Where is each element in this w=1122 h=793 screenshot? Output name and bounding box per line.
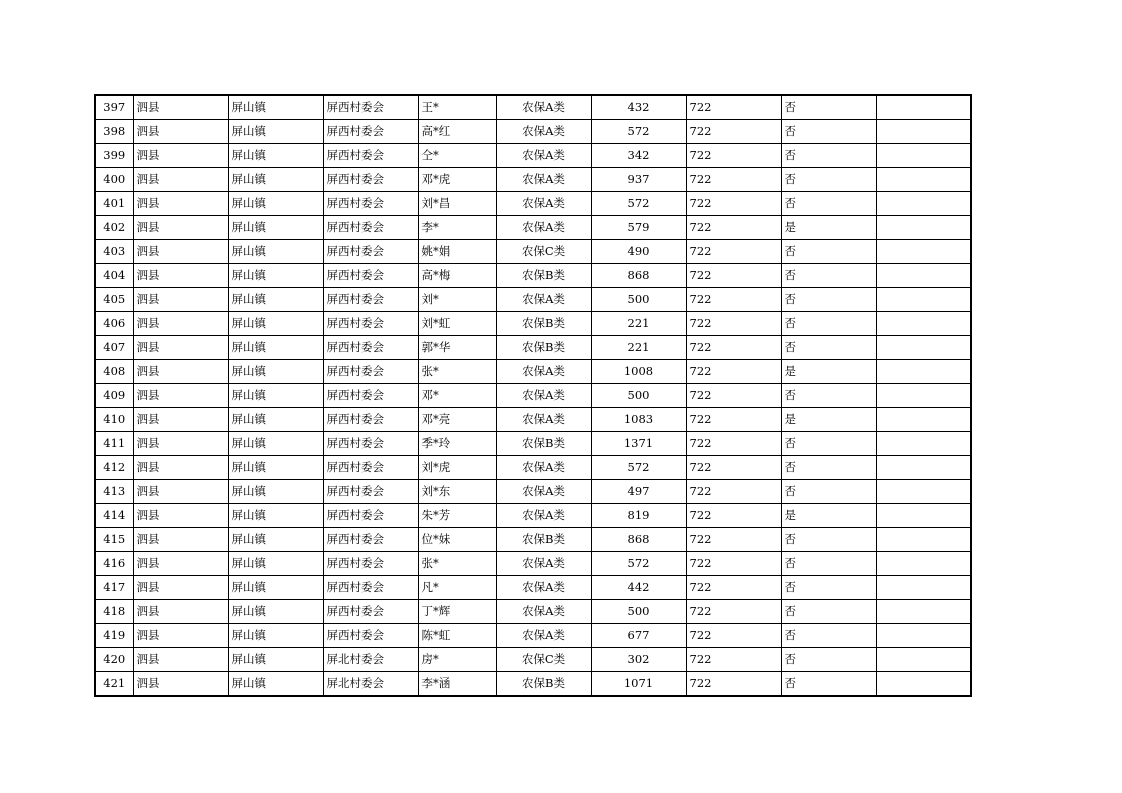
flag-cell: 否: [781, 456, 876, 480]
category-cell: 农保A类: [496, 192, 591, 216]
note-cell: [876, 408, 971, 432]
name-cell: 陈*虹: [418, 624, 496, 648]
note-cell: [876, 528, 971, 552]
category-cell: 农保A类: [496, 168, 591, 192]
category-cell: 农保A类: [496, 576, 591, 600]
flag-cell: 否: [781, 672, 876, 697]
village-cell: 屏西村委会: [323, 552, 418, 576]
table-row: [95, 144, 971, 168]
village-cell: 屏西村委会: [323, 408, 418, 432]
name-cell: 刘*虹: [418, 312, 496, 336]
amount-cell: 302: [591, 648, 686, 672]
village-cell: 屏西村委会: [323, 144, 418, 168]
standard-cell: 722: [686, 456, 781, 480]
county-cell: 泗县: [133, 288, 228, 312]
note-cell: [876, 384, 971, 408]
name-cell: 李*涵: [418, 672, 496, 697]
flag-cell: 否: [781, 288, 876, 312]
note-cell: [876, 552, 971, 576]
amount-cell: 500: [591, 384, 686, 408]
amount-cell: 572: [591, 120, 686, 144]
name-cell: 刘*虎: [418, 456, 496, 480]
row-number-cell: 402: [95, 216, 133, 240]
flag-cell: 是: [781, 216, 876, 240]
flag-cell: 是: [781, 360, 876, 384]
row-number-cell: 406: [95, 312, 133, 336]
name-cell: 张*: [418, 552, 496, 576]
name-cell: 姚*娟: [418, 240, 496, 264]
county-cell: 泗县: [133, 504, 228, 528]
table-row: [95, 576, 971, 600]
standard-cell: 722: [686, 648, 781, 672]
amount-cell: 1083: [591, 408, 686, 432]
row-number-cell: 411: [95, 432, 133, 456]
row-number-cell: 421: [95, 672, 133, 697]
standard-cell: 722: [686, 216, 781, 240]
amount-cell: 1071: [591, 672, 686, 697]
village-cell: 屏西村委会: [323, 192, 418, 216]
note-cell: [876, 432, 971, 456]
note-cell: [876, 144, 971, 168]
row-number-cell: 409: [95, 384, 133, 408]
table-row: [95, 360, 971, 384]
town-cell: 屏山镇: [228, 120, 323, 144]
row-number-cell: 398: [95, 120, 133, 144]
village-cell: 屏西村委会: [323, 288, 418, 312]
table-row: [95, 648, 971, 672]
note-cell: [876, 480, 971, 504]
flag-cell: 否: [781, 528, 876, 552]
table-row: [95, 95, 971, 120]
standard-cell: 722: [686, 336, 781, 360]
category-cell: 农保B类: [496, 312, 591, 336]
row-number-cell: 418: [95, 600, 133, 624]
note-cell: [876, 168, 971, 192]
village-cell: 屏西村委会: [323, 312, 418, 336]
amount-cell: 442: [591, 576, 686, 600]
row-number-cell: 400: [95, 168, 133, 192]
town-cell: 屏山镇: [228, 240, 323, 264]
table-row: [95, 504, 971, 528]
town-cell: 屏山镇: [228, 144, 323, 168]
flag-cell: 否: [781, 432, 876, 456]
town-cell: 屏山镇: [228, 408, 323, 432]
row-number-cell: 401: [95, 192, 133, 216]
note-cell: [876, 456, 971, 480]
standard-cell: 722: [686, 672, 781, 697]
category-cell: 农保B类: [496, 264, 591, 288]
county-cell: 泗县: [133, 120, 228, 144]
county-cell: 泗县: [133, 576, 228, 600]
amount-cell: 677: [591, 624, 686, 648]
category-cell: 农保B类: [496, 528, 591, 552]
standard-cell: 722: [686, 384, 781, 408]
town-cell: 屏山镇: [228, 336, 323, 360]
town-cell: 屏山镇: [228, 600, 323, 624]
name-cell: 邓*: [418, 384, 496, 408]
town-cell: 屏山镇: [228, 168, 323, 192]
table-row: [95, 672, 971, 697]
amount-cell: 497: [591, 480, 686, 504]
row-number-cell: 412: [95, 456, 133, 480]
amount-cell: 221: [591, 312, 686, 336]
flag-cell: 否: [781, 552, 876, 576]
table-row: [95, 240, 971, 264]
county-cell: 泗县: [133, 600, 228, 624]
note-cell: [876, 264, 971, 288]
row-number-cell: 420: [95, 648, 133, 672]
name-cell: 刘*: [418, 288, 496, 312]
table-row: [95, 120, 971, 144]
row-number-cell: 397: [95, 95, 133, 120]
flag-cell: 否: [781, 336, 876, 360]
standard-cell: 722: [686, 600, 781, 624]
amount-cell: 221: [591, 336, 686, 360]
village-cell: 屏西村委会: [323, 216, 418, 240]
county-cell: 泗县: [133, 192, 228, 216]
row-number-cell: 399: [95, 144, 133, 168]
village-cell: 屏北村委会: [323, 648, 418, 672]
village-cell: 屏西村委会: [323, 432, 418, 456]
name-cell: 仝*: [418, 144, 496, 168]
standard-cell: 722: [686, 432, 781, 456]
village-cell: 屏西村委会: [323, 456, 418, 480]
amount-cell: 819: [591, 504, 686, 528]
flag-cell: 否: [781, 576, 876, 600]
village-cell: 屏西村委会: [323, 168, 418, 192]
standard-cell: 722: [686, 144, 781, 168]
flag-cell: 否: [781, 480, 876, 504]
flag-cell: 否: [781, 312, 876, 336]
amount-cell: 572: [591, 192, 686, 216]
name-cell: 邓*亮: [418, 408, 496, 432]
table-row: [95, 600, 971, 624]
table-row: [95, 384, 971, 408]
row-number-cell: 419: [95, 624, 133, 648]
village-cell: 屏西村委会: [323, 336, 418, 360]
amount-cell: 490: [591, 240, 686, 264]
table-row: [95, 288, 971, 312]
flag-cell: 否: [781, 95, 876, 120]
category-cell: 农保B类: [496, 432, 591, 456]
amount-cell: 1008: [591, 360, 686, 384]
village-cell: 屏西村委会: [323, 264, 418, 288]
standard-cell: 722: [686, 528, 781, 552]
name-cell: 高*红: [418, 120, 496, 144]
village-cell: 屏西村委会: [323, 360, 418, 384]
row-number-cell: 403: [95, 240, 133, 264]
county-cell: 泗县: [133, 408, 228, 432]
note-cell: [876, 648, 971, 672]
town-cell: 屏山镇: [228, 648, 323, 672]
county-cell: 泗县: [133, 456, 228, 480]
category-cell: 农保A类: [496, 384, 591, 408]
county-cell: 泗县: [133, 168, 228, 192]
town-cell: 屏山镇: [228, 672, 323, 697]
name-cell: 郭*华: [418, 336, 496, 360]
county-cell: 泗县: [133, 384, 228, 408]
county-cell: 泗县: [133, 312, 228, 336]
amount-cell: 572: [591, 552, 686, 576]
category-cell: 农保A类: [496, 552, 591, 576]
category-cell: 农保A类: [496, 408, 591, 432]
flag-cell: 是: [781, 504, 876, 528]
county-cell: 泗县: [133, 528, 228, 552]
county-cell: 泗县: [133, 624, 228, 648]
table-row: [95, 528, 971, 552]
note-cell: [876, 624, 971, 648]
table-row: [95, 552, 971, 576]
standard-cell: 722: [686, 360, 781, 384]
note-cell: [876, 576, 971, 600]
flag-cell: 否: [781, 264, 876, 288]
data-table: [94, 94, 972, 697]
standard-cell: 722: [686, 312, 781, 336]
standard-cell: 722: [686, 120, 781, 144]
row-number-cell: 408: [95, 360, 133, 384]
flag-cell: 否: [781, 384, 876, 408]
county-cell: 泗县: [133, 360, 228, 384]
county-cell: 泗县: [133, 648, 228, 672]
table-row: [95, 408, 971, 432]
standard-cell: 722: [686, 168, 781, 192]
village-cell: 屏西村委会: [323, 600, 418, 624]
row-number-cell: 410: [95, 408, 133, 432]
county-cell: 泗县: [133, 432, 228, 456]
name-cell: 朱*芳: [418, 504, 496, 528]
table-row: [95, 624, 971, 648]
village-cell: 屏北村委会: [323, 672, 418, 697]
note-cell: [876, 120, 971, 144]
amount-cell: 868: [591, 528, 686, 552]
village-cell: 屏西村委会: [323, 576, 418, 600]
village-cell: 屏西村委会: [323, 528, 418, 552]
category-cell: 农保C类: [496, 240, 591, 264]
category-cell: 农保A类: [496, 624, 591, 648]
name-cell: 位*妹: [418, 528, 496, 552]
town-cell: 屏山镇: [228, 456, 323, 480]
row-number-cell: 416: [95, 552, 133, 576]
row-number-cell: 404: [95, 264, 133, 288]
town-cell: 屏山镇: [228, 384, 323, 408]
row-number-cell: 417: [95, 576, 133, 600]
county-cell: 泗县: [133, 552, 228, 576]
standard-cell: 722: [686, 504, 781, 528]
town-cell: 屏山镇: [228, 192, 323, 216]
amount-cell: 868: [591, 264, 686, 288]
standard-cell: 722: [686, 408, 781, 432]
county-cell: 泗县: [133, 264, 228, 288]
note-cell: [876, 216, 971, 240]
standard-cell: 722: [686, 240, 781, 264]
county-cell: 泗县: [133, 95, 228, 120]
category-cell: 农保A类: [496, 120, 591, 144]
name-cell: 丁*辉: [418, 600, 496, 624]
town-cell: 屏山镇: [228, 360, 323, 384]
note-cell: [876, 240, 971, 264]
table-row: [95, 192, 971, 216]
flag-cell: 否: [781, 600, 876, 624]
standard-cell: 722: [686, 95, 781, 120]
flag-cell: 否: [781, 240, 876, 264]
county-cell: 泗县: [133, 480, 228, 504]
note-cell: [876, 672, 971, 697]
table-row: [95, 264, 971, 288]
county-cell: 泗县: [133, 240, 228, 264]
name-cell: 刘*东: [418, 480, 496, 504]
standard-cell: 722: [686, 624, 781, 648]
row-number-cell: 414: [95, 504, 133, 528]
category-cell: 农保A类: [496, 504, 591, 528]
category-cell: 农保B类: [496, 672, 591, 697]
category-cell: 农保A类: [496, 360, 591, 384]
name-cell: 张*: [418, 360, 496, 384]
standard-cell: 722: [686, 288, 781, 312]
name-cell: 李*: [418, 216, 496, 240]
name-cell: 刘*昌: [418, 192, 496, 216]
flag-cell: 否: [781, 192, 876, 216]
table-row: [95, 336, 971, 360]
town-cell: 屏山镇: [228, 264, 323, 288]
standard-cell: 722: [686, 552, 781, 576]
flag-cell: 是: [781, 408, 876, 432]
standard-cell: 722: [686, 264, 781, 288]
category-cell: 农保A类: [496, 456, 591, 480]
row-number-cell: 407: [95, 336, 133, 360]
village-cell: 屏西村委会: [323, 95, 418, 120]
town-cell: 屏山镇: [228, 312, 323, 336]
note-cell: [876, 312, 971, 336]
table-row: [95, 432, 971, 456]
category-cell: 农保A类: [496, 95, 591, 120]
table-body: [95, 95, 971, 696]
row-number-cell: 415: [95, 528, 133, 552]
town-cell: 屏山镇: [228, 480, 323, 504]
flag-cell: 否: [781, 648, 876, 672]
row-number-cell: 413: [95, 480, 133, 504]
note-cell: [876, 600, 971, 624]
standard-cell: 722: [686, 480, 781, 504]
category-cell: 农保A类: [496, 288, 591, 312]
county-cell: 泗县: [133, 216, 228, 240]
table-row: [95, 168, 971, 192]
flag-cell: 否: [781, 168, 876, 192]
town-cell: 屏山镇: [228, 576, 323, 600]
town-cell: 屏山镇: [228, 504, 323, 528]
amount-cell: 500: [591, 288, 686, 312]
note-cell: [876, 336, 971, 360]
table-row: [95, 216, 971, 240]
name-cell: 高*梅: [418, 264, 496, 288]
category-cell: 农保A类: [496, 600, 591, 624]
amount-cell: 579: [591, 216, 686, 240]
category-cell: 农保A类: [496, 480, 591, 504]
amount-cell: 937: [591, 168, 686, 192]
name-cell: 房*: [418, 648, 496, 672]
county-cell: 泗县: [133, 672, 228, 697]
category-cell: 农保C类: [496, 648, 591, 672]
name-cell: 凡*: [418, 576, 496, 600]
table-row: [95, 480, 971, 504]
category-cell: 农保A类: [496, 144, 591, 168]
town-cell: 屏山镇: [228, 624, 323, 648]
table-row: [95, 456, 971, 480]
town-cell: 屏山镇: [228, 432, 323, 456]
amount-cell: 342: [591, 144, 686, 168]
amount-cell: 1371: [591, 432, 686, 456]
flag-cell: 否: [781, 144, 876, 168]
flag-cell: 否: [781, 624, 876, 648]
table-row: [95, 312, 971, 336]
category-cell: 农保B类: [496, 336, 591, 360]
note-cell: [876, 504, 971, 528]
amount-cell: 432: [591, 95, 686, 120]
village-cell: 屏西村委会: [323, 120, 418, 144]
note-cell: [876, 360, 971, 384]
row-number-cell: 405: [95, 288, 133, 312]
note-cell: [876, 95, 971, 120]
county-cell: 泗县: [133, 144, 228, 168]
standard-cell: 722: [686, 576, 781, 600]
category-cell: 农保A类: [496, 216, 591, 240]
county-cell: 泗县: [133, 336, 228, 360]
amount-cell: 500: [591, 600, 686, 624]
town-cell: 屏山镇: [228, 528, 323, 552]
standard-cell: 722: [686, 192, 781, 216]
village-cell: 屏西村委会: [323, 480, 418, 504]
name-cell: 王*: [418, 95, 496, 120]
town-cell: 屏山镇: [228, 216, 323, 240]
note-cell: [876, 288, 971, 312]
village-cell: 屏西村委会: [323, 624, 418, 648]
amount-cell: 572: [591, 456, 686, 480]
village-cell: 屏西村委会: [323, 384, 418, 408]
town-cell: 屏山镇: [228, 288, 323, 312]
name-cell: 邓*虎: [418, 168, 496, 192]
flag-cell: 否: [781, 120, 876, 144]
note-cell: [876, 192, 971, 216]
village-cell: 屏西村委会: [323, 504, 418, 528]
town-cell: 屏山镇: [228, 552, 323, 576]
name-cell: 季*玲: [418, 432, 496, 456]
village-cell: 屏西村委会: [323, 240, 418, 264]
town-cell: 屏山镇: [228, 95, 323, 120]
